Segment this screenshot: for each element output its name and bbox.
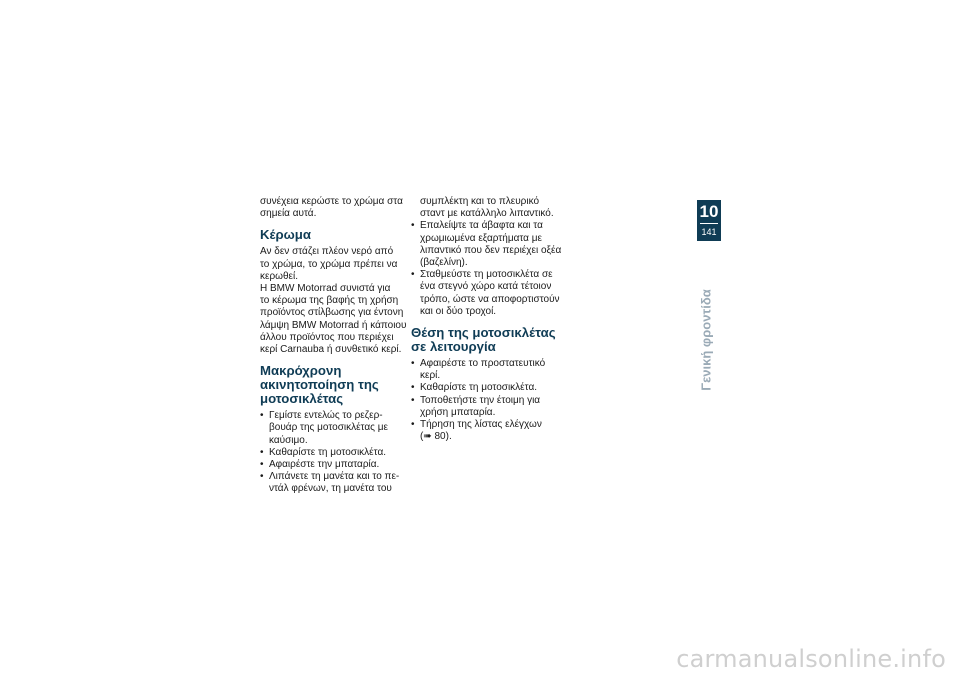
intro-paragraph: συνέχεια κερώστε το χρώμα στα σημεία αυτά. xyxy=(260,196,403,220)
list-item: • Γεμίστε εντελώς το ρεζερ- βουάρ της μοτοσικλέτας με καύσιμο. xyxy=(260,410,410,447)
chapter-tab xyxy=(697,200,721,241)
storage-list-continued xyxy=(411,220,563,318)
list-item: • Επαλείψτε τα άβαφτα και τα χρωμιωμένα εξαρτήματα με λιπαντικό που δεν περιέχει οξέα (βαζελίνη). xyxy=(411,220,563,269)
list-item: • Αφαιρέστε την μπαταρία. xyxy=(260,459,410,471)
storage-list xyxy=(260,410,410,495)
continued-list-text: συμπλέκτη και το πλευρικό σταντ με κατάλληλο λιπαντικό. xyxy=(420,196,554,220)
heading-long-storage: Μακρόχρονη ακινητοποίηση της μοτοσικλέτας xyxy=(260,363,379,407)
text-column-left xyxy=(260,196,410,496)
text-column-right xyxy=(411,196,563,443)
page-reference-link[interactable]: (➠ 80). xyxy=(420,431,452,443)
operation-list xyxy=(411,358,563,443)
page-number: 141 xyxy=(701,227,717,237)
list-item: • Τοποθετήστε την έτοιμη για χρήση μπαταρία. xyxy=(411,395,563,419)
heading-return-to-operation: Θέση της μοτοσικλέτας σε λειτουργία xyxy=(411,325,556,355)
chapter-title-vertical: Γενική φροντίδα xyxy=(698,289,714,391)
list-item: • Σταθμεύστε τη μοτοσικλέτα σε ένα στεγνό χώρο κατά τέτοιον τρόπο, ώστε να αποφορτιστούν και οι δύο τροχοί. xyxy=(411,269,563,318)
chapter-number: 10 xyxy=(699,202,719,221)
watermark: carmanualsonline.info xyxy=(676,645,946,673)
list-item: • Τήρηση της λίστας ελέγχων (➠ 80). xyxy=(411,419,563,443)
list-item: • Καθαρίστε τη μοτοσικλέτα. xyxy=(260,447,410,459)
list-item: • Αφαιρέστε το προστατευτικό κερί. xyxy=(411,358,563,382)
list-item: • Καθαρίστε τη μοτοσικλέτα. xyxy=(411,382,563,394)
waxing-paragraph: Αν δεν στάζει πλέον νερό από το χρώμα, το χρώμα πρέπει να κερωθεί. Η BMW Motorrad συνιστά για το κέρωμα της βαφής τη χρήση προϊόντος στίλβωσης για έντονη λάμψη BMW Motorrad ή κάποιου άλλου προϊόντος που περιέχει κερί Carnauba ή συνθετικό κερί. xyxy=(260,246,407,356)
heading-waxing: Κέρωμα xyxy=(260,227,311,243)
list-item: • Λιπάνετε τη μανέτα και το πε- ντάλ φρένων, τη μανέτα του xyxy=(260,471,410,495)
chapter-divider xyxy=(700,223,718,224)
